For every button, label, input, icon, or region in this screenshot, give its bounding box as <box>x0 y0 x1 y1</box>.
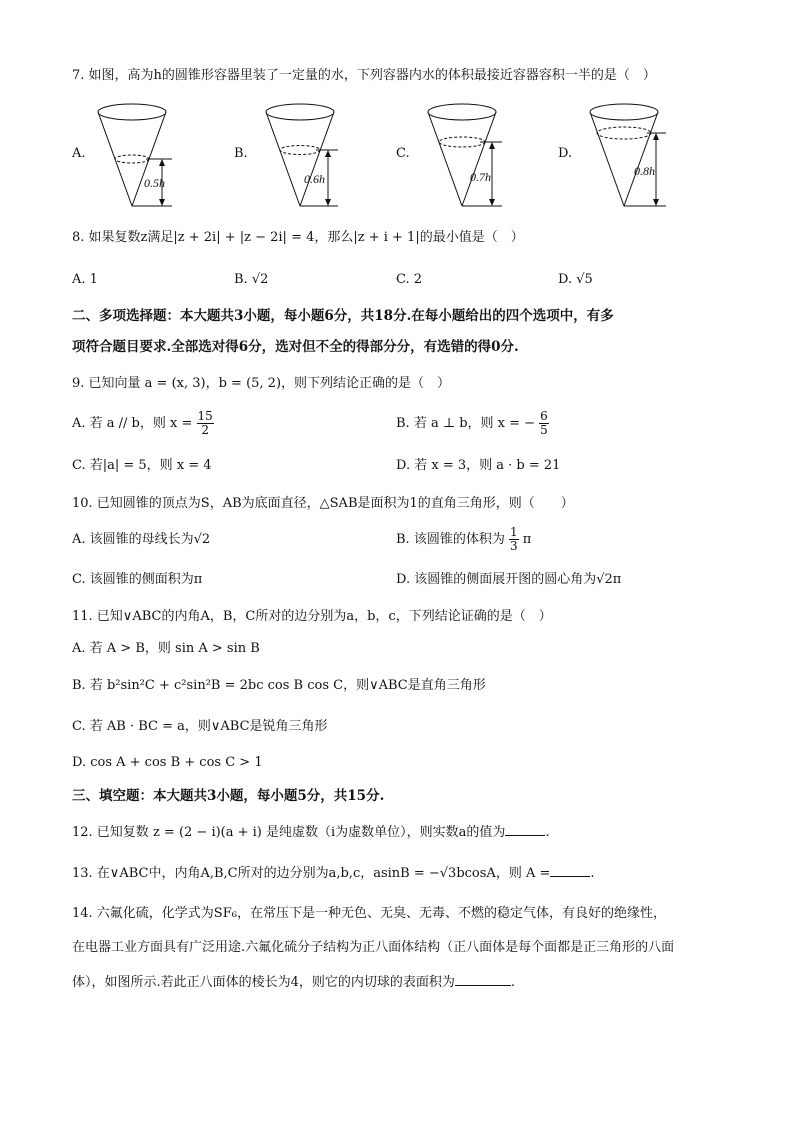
q10-option-d: D. 该圆锥的侧面展开图的圆心角为√2π <box>396 572 622 587</box>
q9-option-b <box>396 410 549 437</box>
cone-height-label-d: 0.8h <box>634 164 655 178</box>
answer-blank[interactable] <box>550 862 590 877</box>
q8-option-a: A. 1 <box>72 272 98 287</box>
q14-end: . <box>510 975 516 990</box>
q9-option-a <box>72 410 214 437</box>
q10-option-a: A. 该圆锥的母线长为√2 <box>72 532 211 547</box>
q7-option-c <box>396 100 556 210</box>
q11-option-c: C. 若 AB · BC = a，则∨ABC是锐角三角形 <box>72 719 328 734</box>
fraction-denominator: 5 <box>540 423 548 437</box>
fraction <box>539 410 549 437</box>
q14-line1: 14. 六氟化硫，化学式为SF₆，在常压下是一种无色、无臭、无毒、不燃的稳定气体，有良好的绝缘性， <box>72 906 666 921</box>
q11-stem: 11. 已知∨ABC的内角A，B，C所对的边分别为a，b，c，下列结论证确的是（ ） <box>72 609 552 624</box>
section2-heading-line2: 项符合题目要求.全部选对得6分，选对但不全的得部分分，有选错的得0分. <box>72 339 519 355</box>
option-letter: B. <box>234 146 248 161</box>
q8-option-c: C. 2 <box>396 272 423 287</box>
fraction-denominator: 2 <box>201 423 209 437</box>
q14-line2: 在电器工业方面具有广泛用途.六氟化硫分子结构为正八面体结构（正八面体是每个面都是正三角形的八面 <box>72 940 675 955</box>
q8-stem: 8. 如果复数z满足|z + 2i| + |z − 2i| = 4，那么|z + i + 1|的最小值是（ ） <box>72 230 524 245</box>
q13-end: . <box>590 866 595 881</box>
fraction-numerator: 6 <box>540 409 548 423</box>
option-letter: C. <box>396 146 410 161</box>
fraction <box>509 526 519 553</box>
q12-text: 12. 已知复数 z = (2 − i)(a + i) 是纯虚数（i为虚数单位），则实数a的值为 <box>72 825 506 840</box>
cone-height-label-a: 0.5h <box>144 176 165 190</box>
fraction-numerator: 1 <box>509 525 518 539</box>
q11-option-a: A. 若 A > B，则 sin A > sin B <box>72 641 260 656</box>
answer-blank[interactable] <box>505 821 545 836</box>
q7-option-b <box>234 100 394 210</box>
answer-blank[interactable] <box>455 971 511 986</box>
option-letter: D. <box>558 146 573 161</box>
section3-heading: 三、填空题：本大题共3小题，每小题5分，共15分. <box>72 788 385 804</box>
cone-figure-c <box>410 100 560 210</box>
q7-option-d <box>558 100 718 210</box>
q10-option-b <box>396 526 531 553</box>
q13-text: 13. 在∨ABC中，内角A,B,C所对的边分别为a,b,c，asinB = −√3bcosA，则 A = <box>72 866 551 881</box>
section2-heading-line1: 二、多项选择题：本大题共3小题，每小题6分，共18分.在每小题给出的四个选项中，有多 <box>72 308 614 324</box>
q8-option-b: B. √2 <box>234 272 269 287</box>
q10-stem: 10. 已知圆锥的顶点为S，AB为底面直径，△SAB是面积为1的直角三角形，则（ ） <box>72 496 574 511</box>
cone-figure-a <box>82 100 232 210</box>
option-letter: A. <box>72 146 86 161</box>
pi-symbol: π <box>522 532 532 547</box>
q9-option-c: C. 若|a| = 5，则 x = 4 <box>72 458 212 473</box>
cone-figure-b <box>248 100 398 210</box>
q8-option-d: D. √5 <box>558 272 593 287</box>
fraction-denominator: 3 <box>509 539 518 553</box>
q14-text: 体），如图所示.若此正八面体的棱长为4，则它的内切球的表面积为 <box>72 975 455 990</box>
q9-option-b-text: B. 若 a ⊥ b，则 x = − <box>396 416 536 431</box>
q7-option-a <box>72 100 232 210</box>
q11-option-b: B. 若 b²sin²C + c²sin²B = 2bc cos B cos C，则∨ABC是直角三角形 <box>72 678 486 693</box>
q10-option-b-text: B. 该圆锥的体积为 <box>396 532 505 547</box>
cone-height-label-c: 0.7h <box>470 170 491 184</box>
q9-option-a-text: A. 若 a // b，则 x = <box>72 416 193 431</box>
cone-height-label-b: 0.6h <box>304 172 325 186</box>
q14-line3 <box>72 971 515 993</box>
q9-option-d: D. 若 x = 3，则 a · b = 21 <box>396 458 561 473</box>
q12-stem <box>72 821 550 843</box>
q11-option-d: D. cos A + cos B + cos C > 1 <box>72 755 263 770</box>
fraction <box>197 410 214 437</box>
q10-option-c: C. 该圆锥的侧面积为π <box>72 572 203 587</box>
q7-stem: 7. 如图，高为h的圆锥形容器里装了一定量的水，下列容器内水的体积最接近容器容积一半的是（ ） <box>72 68 656 83</box>
cone-figure-d <box>572 100 722 210</box>
q13-stem <box>72 862 595 884</box>
q9-stem: 9. 已知向量 a = (x, 3)，b = (5, 2)，则下列结论正确的是（ ） <box>72 376 451 391</box>
q12-end: . <box>545 825 550 840</box>
fraction-numerator: 15 <box>197 409 213 423</box>
